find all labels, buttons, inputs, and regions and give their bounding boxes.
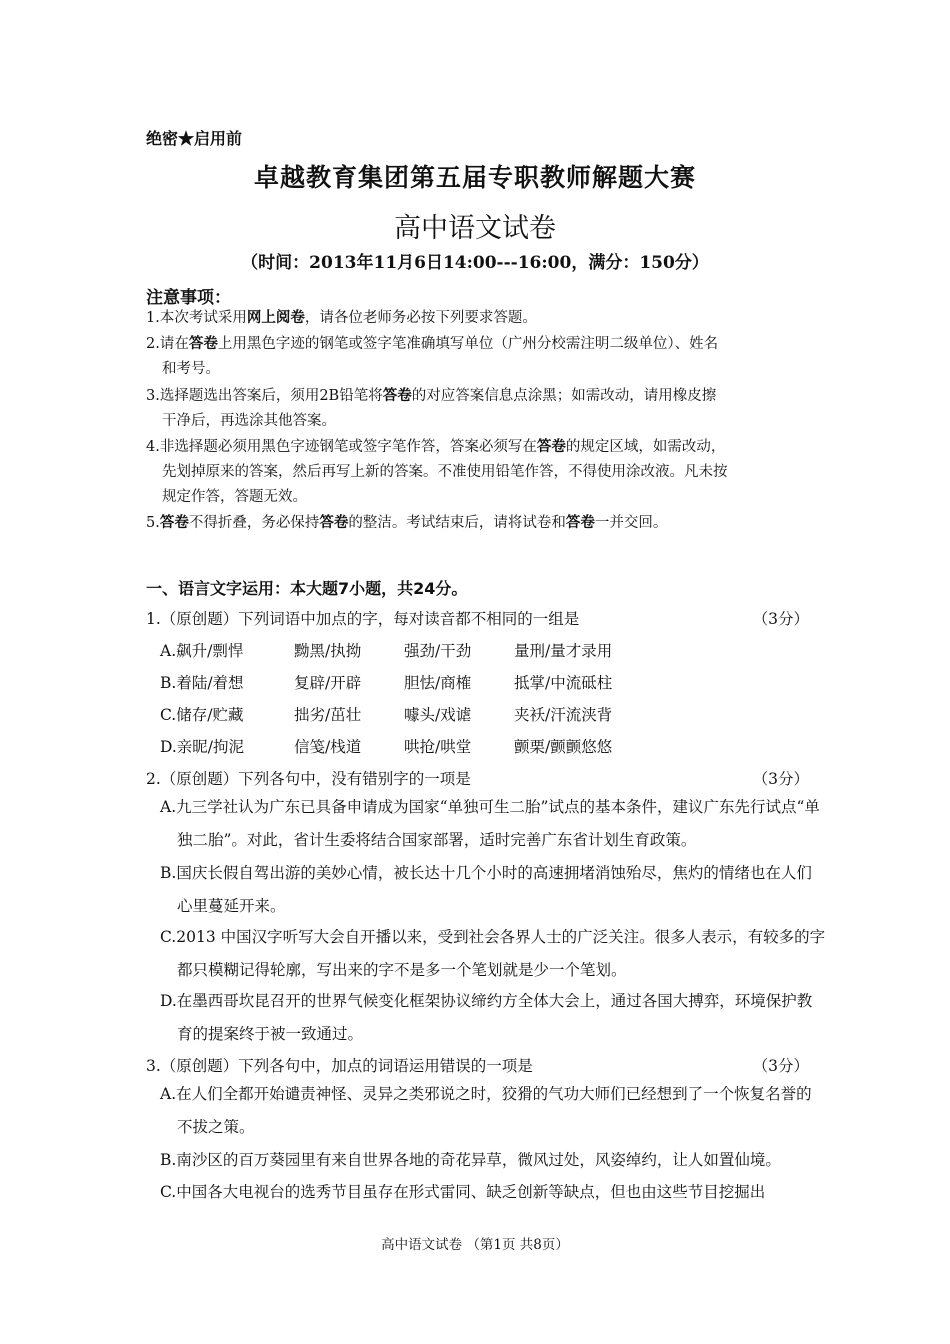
- note-line-4-cont2: 规定作答，答题无效。: [162, 489, 307, 505]
- note-line-2-cont: 和考号。: [162, 361, 220, 377]
- question-3-option-b: B.南沙区的百万葵园里有来自世界各地的奇花异草，微风过处，风姿绰约，让人如置仙境。: [160, 1151, 781, 1169]
- question-1-stem: 1.（原创题）下列词语中加点的字，每对读音都不相同的一组是: [146, 610, 580, 628]
- option-cell: 量刑/量才录用: [514, 642, 613, 660]
- option-cell: A.飙升/剽悍: [160, 642, 244, 660]
- question-2-score: （3分）: [752, 770, 809, 788]
- question-2-option-a: A.九三学社认为广东已具备申请成为国家“单独可生二胎”试点的基本条件，建议广东先行试点“单独二胎”。对此，省计生委将结合国家部署，适时完善广东省计划生育政策。: [160, 798, 820, 849]
- exam-time-info: （时间：2013年11月6日14:00---16:00，满分：150分）: [241, 253, 709, 273]
- option-cell: B.着陆/着想: [160, 674, 244, 692]
- exam-title: 高中语文试卷: [394, 213, 556, 244]
- note-line-4-cont: 先划掉原来的答案，然后再写上新的答案。不准使用铅笔作答，不得使用涂改液。凡未按: [162, 464, 728, 480]
- option-cell: 噱头/戏谑: [404, 706, 472, 724]
- option-cell: 夹袄/汗流浃背: [514, 706, 613, 724]
- question-2-stem: 2.（原创题）下列各句中，没有错别字的一项是: [146, 770, 471, 788]
- question-2-option-d: D.在墨西哥坎昆召开的世界气候变化框架协议缔约方全体大会上，通过各国大搏弈，环境保护教育的提案终于被一致通过。: [160, 992, 813, 1043]
- option-cell: 哄抢/哄堂: [404, 738, 472, 756]
- section-heading: 一、语言文字运用：本大题7小题，共24分。: [146, 579, 468, 598]
- note-emphasis: 答卷: [188, 335, 218, 352]
- question-3-stem: 3.（原创题）下列各句中，加点的词语运用错误的一项是: [146, 1057, 533, 1075]
- note-line-2: 2.请在答卷上用黑色字迹的钢笔或签字笔准确填写单位（广州分校需注明二级单位）、姓名: [146, 335, 719, 352]
- note-line-1: 1.本次考试采用网上阅卷，请各位老师务必按下列要求答题。: [146, 309, 537, 326]
- note-line-4: 4.非选择题必须用黑色字迹钢笔或签字笔作答，答案必须写在答卷的规定区域，如需改动，: [146, 438, 726, 455]
- question-3-score: （3分）: [752, 1057, 809, 1075]
- option-cell: 拙劣/茁壮: [294, 706, 362, 724]
- option-cell: C.储存/贮藏: [160, 706, 244, 724]
- question-1-option-b: [160, 671, 612, 693]
- contest-title: 卓越教育集团第五届专职教师解题大赛: [253, 163, 696, 192]
- note-line-3: 3.选择题选出答案后，须用2B铅笔将答卷的对应答案信息点涂黑；如需改动，请用橡皮擦: [146, 387, 717, 404]
- question-1-option-c: [160, 703, 612, 725]
- option-cell: 抵掌/中流砥柱: [514, 674, 613, 692]
- page-footer: 高中语文试卷 （第1页 共8页）: [381, 1237, 569, 1253]
- question-3-option-a: A.在人们全都开始谴责神怪、灵异之类邪说之时，狡猾的气功大师们已经想到了一个恢复名誉的不拔之策。: [160, 1085, 812, 1136]
- question-1-score: （3分）: [752, 610, 809, 628]
- option-cell: 复辟/开辟: [294, 674, 362, 692]
- option-cell: 胆怯/商榷: [404, 674, 472, 692]
- note-emphasis: 答卷: [319, 514, 349, 531]
- question-2-option-b: B.国庆长假自驾出游的美妙心情，被长达十几个小时的高速拥堵消蚀殆尽，焦灼的情绪也在人们心里蔓延开来。: [160, 864, 812, 915]
- note-emphasis: 答卷: [536, 438, 566, 455]
- question-1-option-d: [160, 735, 612, 757]
- question-1-option-a: [160, 639, 612, 661]
- confidential-label: 绝密★启用前: [146, 129, 243, 148]
- option-cell: 强劲/干劲: [404, 642, 472, 660]
- option-cell: 颤栗/颤颤悠悠: [514, 738, 613, 756]
- note-emphasis: 答卷: [382, 387, 412, 404]
- question-2-option-c: C.2013 中国汉字听写大会自开播以来，受到社会各界人士的广泛关注。很多人表示，有较多的字都只模糊记得轮廓，写出来的字不是多一个笔划就是少一个笔划。: [160, 928, 826, 979]
- note-emphasis: 答卷: [159, 514, 189, 531]
- option-cell: 信笺/栈道: [294, 738, 362, 756]
- note-emphasis: 网上阅卷: [246, 309, 305, 326]
- notes-title: 注意事项：: [146, 288, 231, 308]
- note-emphasis: 答卷: [565, 514, 595, 531]
- note-line-5: 5.答卷不得折叠，务必保持答卷的整洁。考试结束后，请将试卷和答卷一并交回。: [146, 514, 668, 531]
- question-3-option-c: C.中国各大电视台的选秀节目虽存在形式雷同、缺乏创新等缺点，但也由这些节目挖掘出: [160, 1183, 766, 1201]
- option-cell: 黝黑/执拗: [294, 642, 362, 660]
- note-line-3-cont: 干净后，再选涂其他答案。: [162, 413, 336, 429]
- option-cell: D.亲昵/拘泥: [160, 738, 245, 756]
